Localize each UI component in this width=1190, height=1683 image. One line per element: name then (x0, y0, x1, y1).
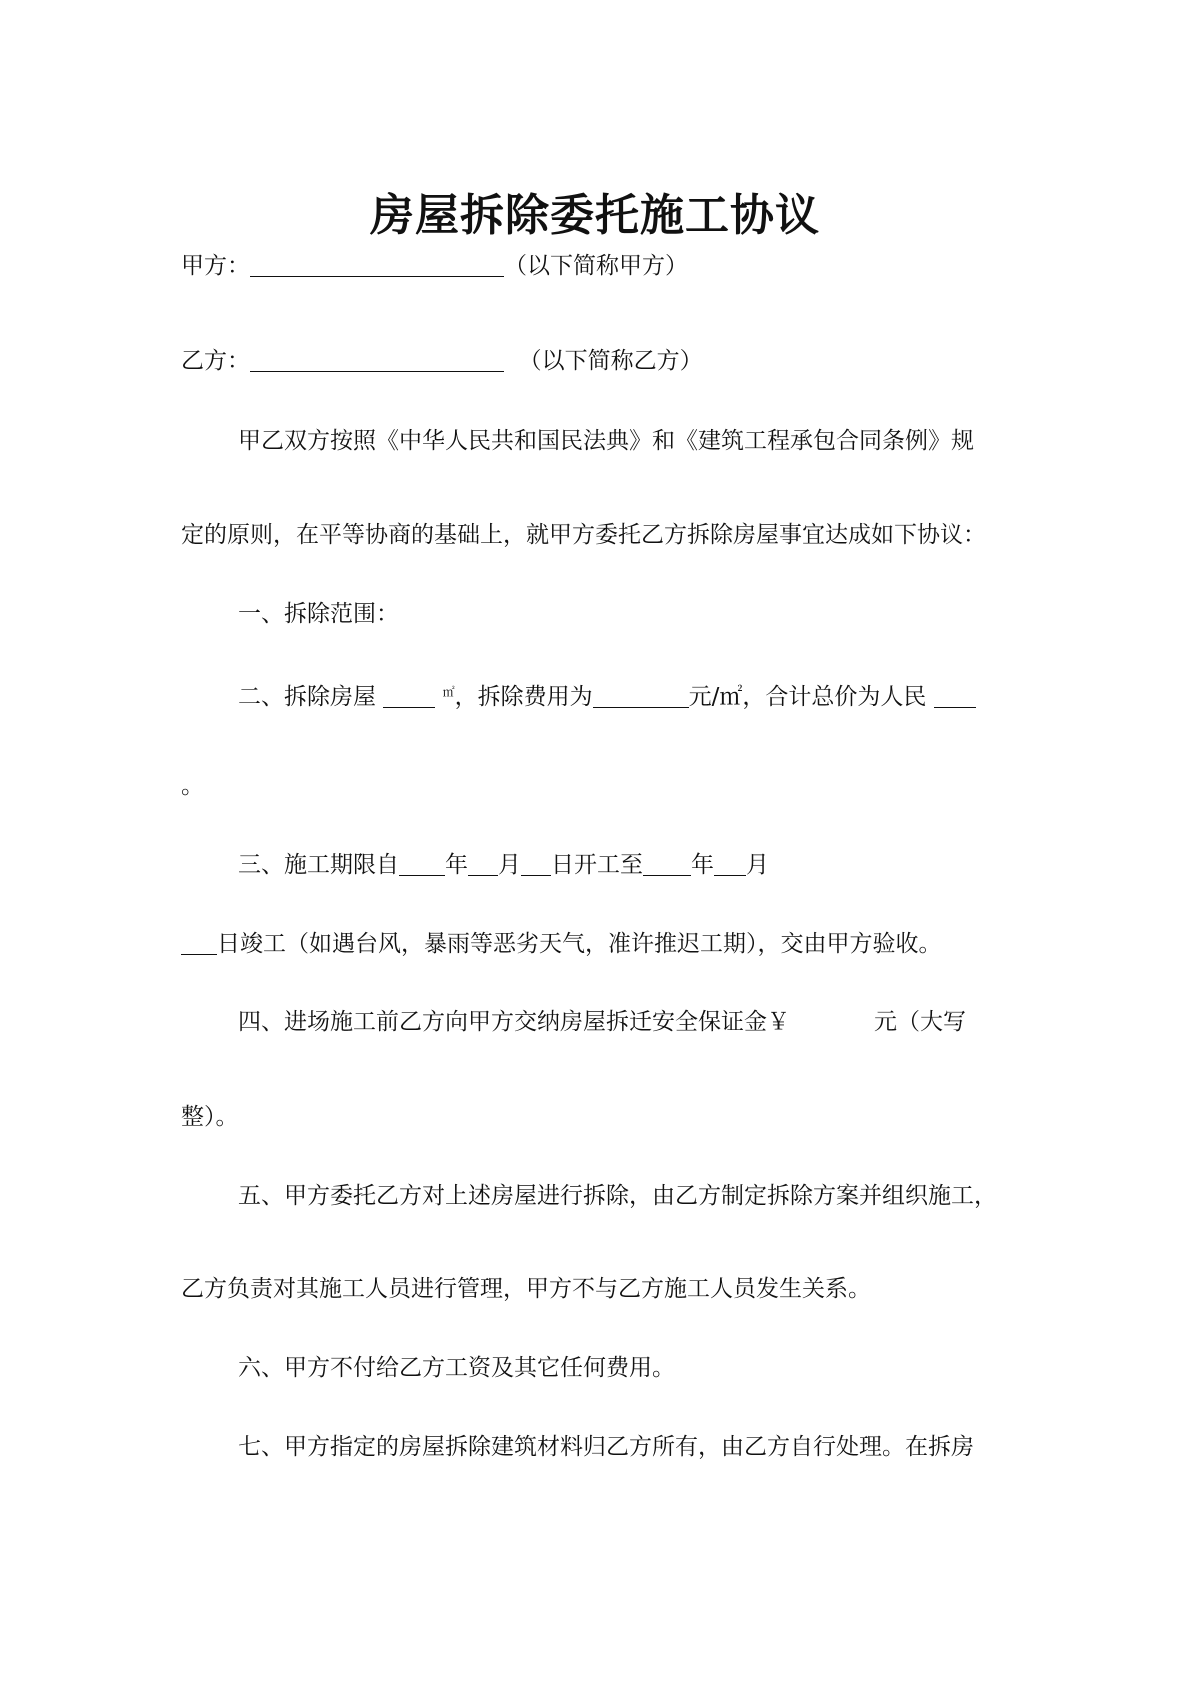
clause-3-line-2 (181, 928, 942, 960)
clause-2-tail: 。 (181, 773, 204, 799)
clause-2-part1: 二、拆除房屋 (238, 684, 376, 710)
end-month-label: 月 (746, 852, 769, 878)
party-a-blank[interactable] (250, 252, 504, 277)
clause-7-line-1: 七、甲方指定的房屋拆除建筑材料归乙方所有，由乙方自行处理。在拆房 (238, 1434, 974, 1460)
area-unit: ㎡ (442, 685, 455, 699)
end-year-label: 年 (691, 852, 714, 878)
intro-line-2: 定的原则，在平等协商的基础上，就甲方委托乙方拆除房屋事宜达成如下协议： (181, 522, 986, 548)
start-day-blank[interactable] (521, 851, 551, 876)
party-b-suffix: （以下简称乙方） (518, 348, 703, 374)
clause-3-prefix: 三、施工期限自 (238, 852, 399, 878)
party-a-label: 甲方： (181, 253, 250, 279)
end-year-blank[interactable] (643, 851, 691, 876)
party-a-line (181, 250, 688, 282)
unit-price-blank[interactable] (593, 683, 689, 708)
party-b-line (181, 345, 703, 377)
party-b-blank[interactable] (250, 347, 504, 372)
document-title: 房屋拆除委托施工协议 (370, 190, 820, 241)
end-month-blank[interactable] (714, 851, 746, 876)
start-month-blank[interactable] (468, 851, 498, 876)
end-day-blank[interactable] (181, 930, 217, 955)
clause-3-line-1 (238, 849, 769, 881)
clause-1: 一、拆除范围： (238, 601, 399, 627)
clause-2-line (238, 676, 976, 713)
start-day-label: 日开工至 (551, 852, 643, 878)
clause-4-line-1 (238, 1006, 966, 1038)
clause-3-tail: 日竣工（如遇台风，暴雨等恶劣天气，准许推迟工期），交由甲方验收。 (217, 931, 942, 957)
start-year-label: 年 (445, 852, 468, 878)
party-a-suffix: （以下简称甲方） (504, 253, 688, 279)
intro-line-1: 甲乙双方按照《中华人民共和国民法典》和《建筑工程承包合同条例》规 (238, 428, 974, 454)
area-blank[interactable] (383, 683, 435, 708)
clause-4-line-2: 整）。 (181, 1104, 239, 1130)
total-price-blank[interactable] (934, 683, 976, 708)
clause-4-text: 四、进场施工前乙方向甲方交纳房屋拆迁安全保证金￥ (238, 1009, 790, 1035)
party-b-label: 乙方： (181, 348, 250, 374)
clause-4-text-b: 元（大写 (874, 1009, 966, 1035)
start-year-blank[interactable] (399, 851, 445, 876)
clause-2-part3: 元/㎡，合计总价为人民 (688, 684, 927, 710)
clause-6: 六、甲方不付给乙方工资及其它任何费用。 (238, 1355, 675, 1381)
start-month-label: 月 (498, 852, 521, 878)
clause-5-line-1: 五、甲方委托乙方对上述房屋进行拆除，由乙方制定拆除方案并组织施工， (238, 1183, 997, 1209)
clause-5-line-2: 乙方负责对其施工人员进行管理，甲方不与乙方施工人员发生关系。 (181, 1276, 871, 1302)
clause-2-part2: ，拆除费用为 (454, 684, 593, 710)
